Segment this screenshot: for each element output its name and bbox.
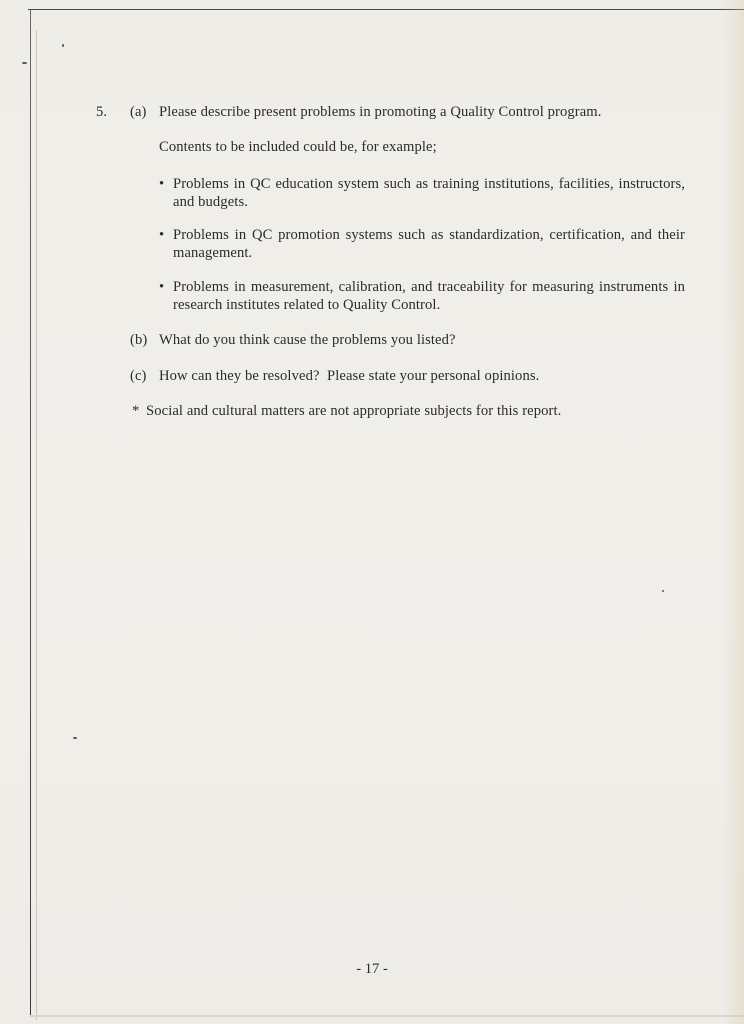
bullet-item: Problems in QC promotion systems such as standardization, certification, and their management. <box>173 227 685 261</box>
bullet-icon: • <box>159 279 165 295</box>
scan-speck <box>22 62 27 64</box>
note-asterisk: * <box>132 403 140 419</box>
part-c-text: How can they be resolved? Please state your personal opinions. <box>159 368 540 384</box>
page-left-edge <box>30 10 31 1015</box>
bullet-icon: • <box>159 176 165 192</box>
page-bottom-edge <box>30 1015 744 1017</box>
bullet-icon: • <box>159 227 165 243</box>
part-a-intro: Contents to be included could be, for example; <box>159 139 437 155</box>
note-text: Social and cultural matters are not appropriate subjects for this report. <box>146 403 562 419</box>
bullet-item: Problems in QC education system such as training institutions, facilities, instructors, and budgets. <box>173 176 685 210</box>
page-number: - 17 - <box>356 961 388 977</box>
question-number: 5. <box>96 104 108 120</box>
page-top-edge <box>28 9 744 10</box>
scan-speck <box>62 44 64 47</box>
scan-speck <box>662 590 664 592</box>
scan-speck <box>73 737 77 739</box>
part-b-marker: (b) <box>130 332 148 348</box>
part-c-marker: (c) <box>130 368 147 384</box>
part-b-text: What do you think cause the problems you listed? <box>159 332 456 348</box>
part-a-marker: (a) <box>130 104 147 120</box>
page-right-edge <box>722 0 744 1024</box>
page-left-shadow <box>36 30 37 1020</box>
bullet-item: Problems in measurement, calibration, and traceability for measuring instruments in research institutes related to Quality Control. <box>173 279 685 313</box>
part-a-text: Please describe present problems in promoting a Quality Control program. <box>159 104 602 120</box>
